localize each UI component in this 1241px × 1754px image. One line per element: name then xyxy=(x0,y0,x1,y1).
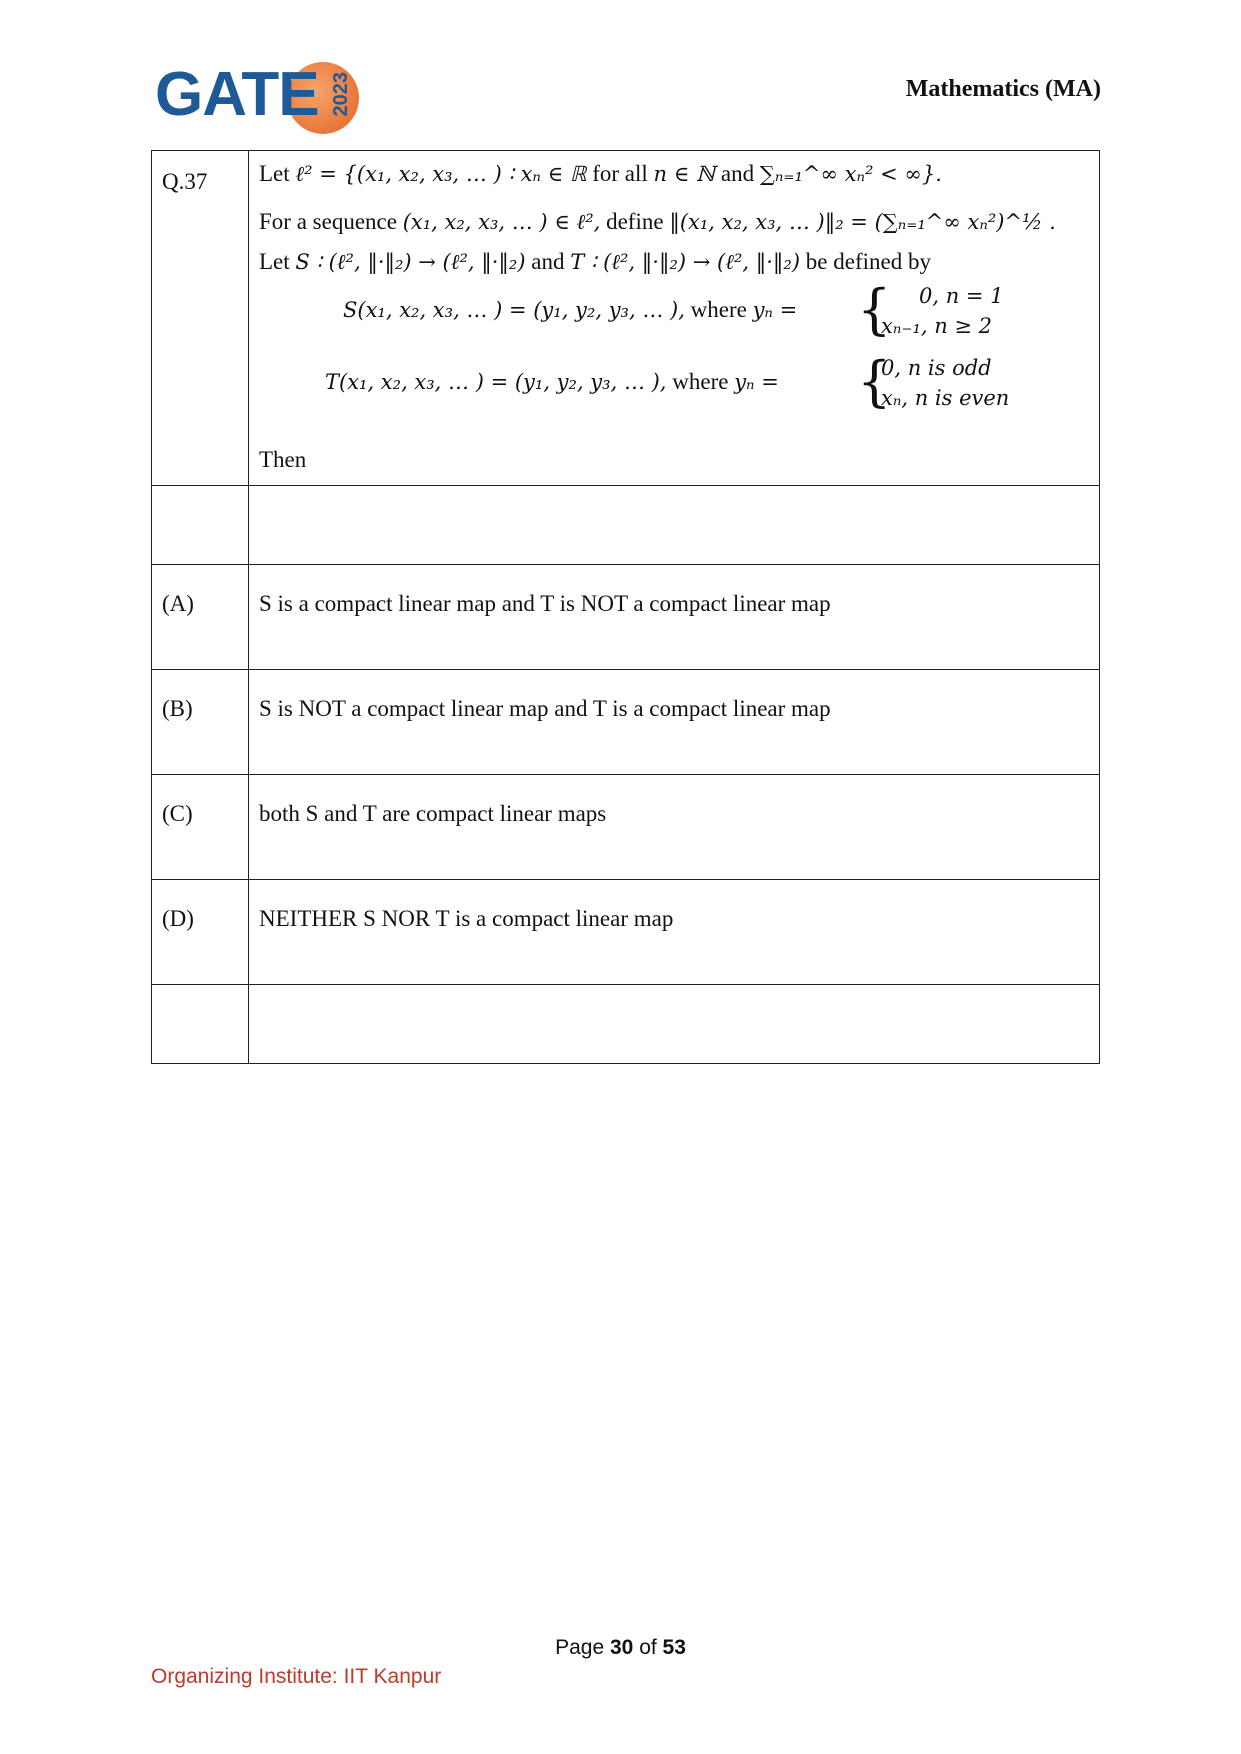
option-row[interactable] xyxy=(152,775,1100,880)
option-label: (D) xyxy=(152,880,249,985)
question-then: Then xyxy=(259,447,307,472)
question-line-3: Let S ∶ (ℓ², ‖·‖₂) → (ℓ², ‖·‖₂) and T ∶ (ℓ², ‖·‖₂) → (ℓ², ‖·‖₂) be defined by xyxy=(259,249,931,274)
option-text[interactable]: both S and T are compact linear maps xyxy=(249,775,1100,880)
option-label: (B) xyxy=(152,670,249,775)
blank-row xyxy=(152,985,1100,1064)
question-number: Q.37 xyxy=(152,151,249,486)
question-body xyxy=(249,151,1100,486)
organizing-institute: Organizing Institute: IIT Kanpur xyxy=(151,1665,442,1688)
subject-title: Mathematics (MA) xyxy=(905,76,1101,102)
question-line-2: For a sequence (x₁, x₂, x₃, … ) ∈ ℓ², define ‖(x₁, x₂, x₃, … )‖₂ = (∑ₙ₌₁^∞ xₙ²)^½ . xyxy=(259,209,1056,234)
option-row[interactable] xyxy=(152,880,1100,985)
option-label: (C) xyxy=(152,775,249,880)
gate-logo xyxy=(155,58,355,138)
question-line-1: Let ℓ² = {(x₁, x₂, x₃, … ) ∶ xₙ ∈ ℝ for all n ∈ ℕ and ∑ₙ₌₁^∞ xₙ² < ∞}. xyxy=(259,161,942,186)
question-row xyxy=(152,151,1100,486)
logo-text: GATE xyxy=(155,60,319,129)
logo-year: 2023 xyxy=(330,72,352,117)
option-label: (A) xyxy=(152,565,249,670)
option-row[interactable] xyxy=(152,565,1100,670)
brace-icon: { xyxy=(857,350,892,413)
option-row[interactable] xyxy=(152,670,1100,775)
question-table xyxy=(151,150,1100,1064)
page-number: Page 30 of 53 xyxy=(555,1636,686,1659)
option-text[interactable]: S is a compact linear map and T is NOT a compact linear map xyxy=(249,565,1100,670)
blank-row xyxy=(152,486,1100,565)
s-definition: S(x₁, x₂, x₃, … ) = (y₁, y₂, y₃, … ), where yₙ = { 0, n = 1 xₙ₋₁, n ≥ 2 xyxy=(343,278,1004,341)
option-text[interactable]: S is NOT a compact linear map and T is a compact linear map xyxy=(249,670,1100,775)
option-text[interactable]: NEITHER S NOR T is a compact linear map xyxy=(249,880,1100,985)
t-definition: T(x₁, x₂, x₃, … ) = (y₁, y₂, y₃, … ), where yₙ = { 0, n is odd xₙ, n is even xyxy=(325,350,1010,413)
brace-icon: { xyxy=(857,278,892,341)
